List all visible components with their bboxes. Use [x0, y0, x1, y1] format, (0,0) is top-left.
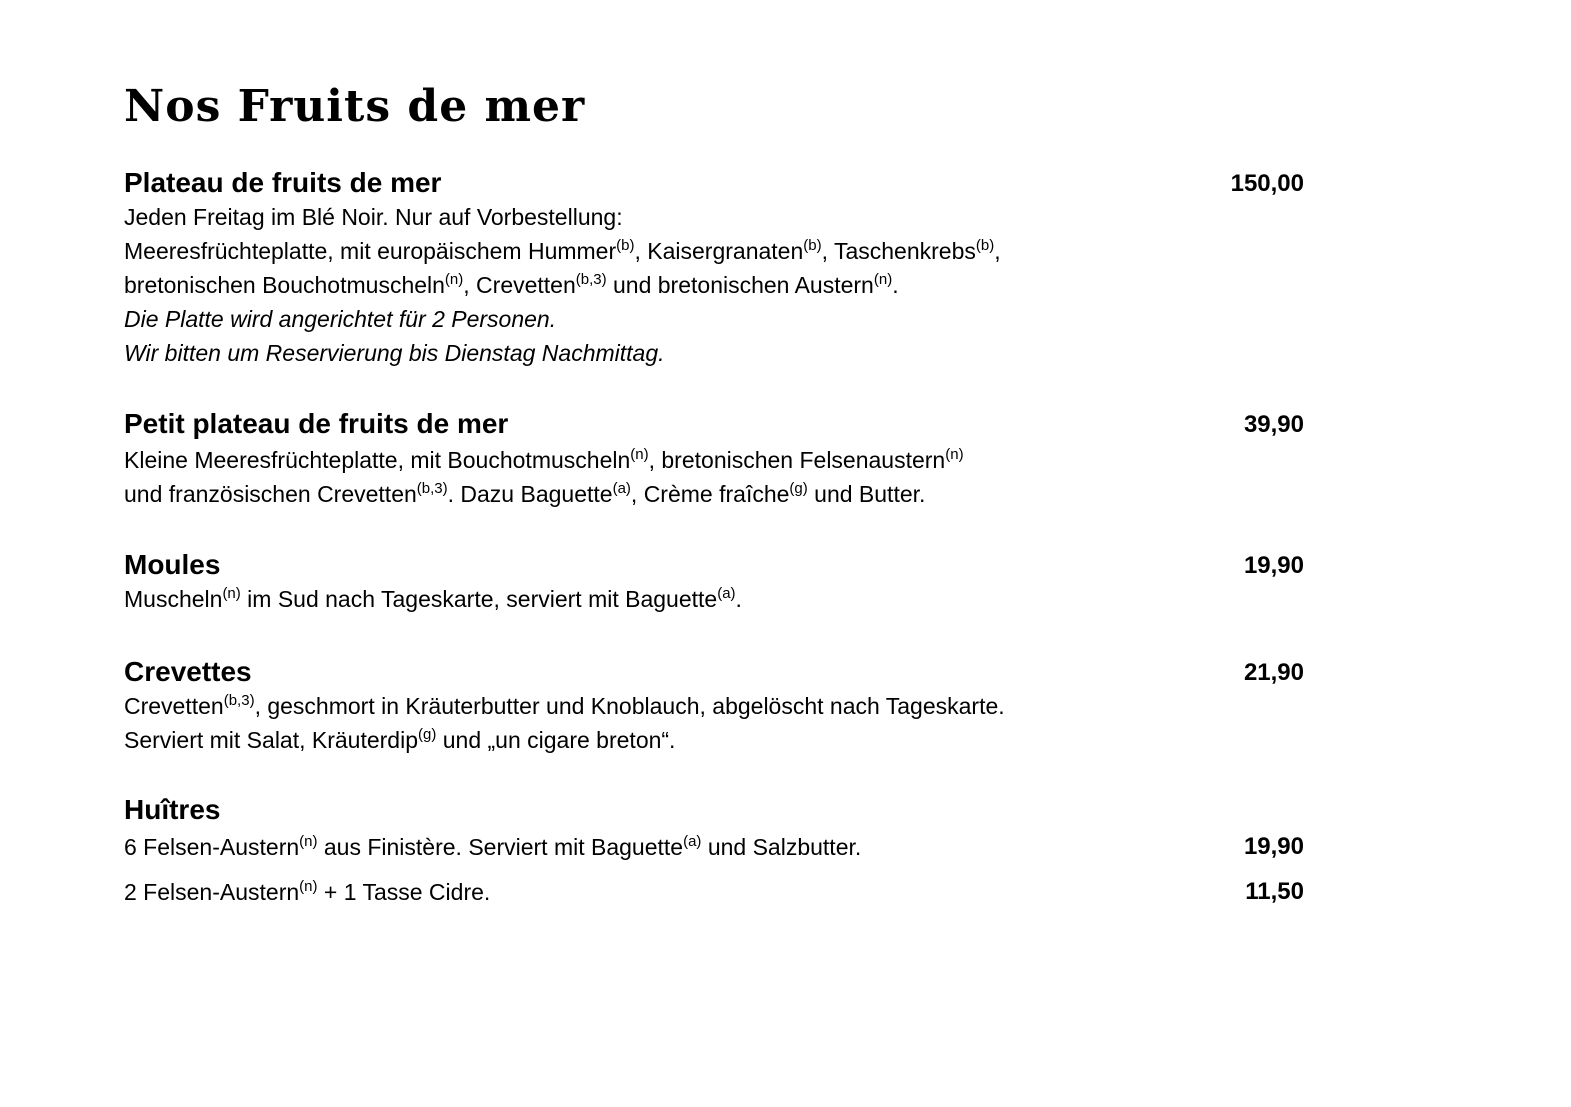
allergen-note: (n): [222, 585, 241, 602]
allergen-note: (n): [299, 833, 318, 850]
allergen-note: (n): [945, 446, 964, 463]
menu-item-name: Huîtres: [124, 794, 221, 825]
description-text: Jeden Freitag im Blé Noir. Nur auf Vorbestellung:: [124, 204, 623, 230]
allergen-note: (a): [717, 585, 736, 602]
menu-item-price: 19,90: [1243, 552, 1304, 579]
menu-item-header: [124, 655, 1304, 689]
menu-item-name: Moules: [124, 549, 221, 580]
menu-item-name: Plateau de fruits de mer: [124, 167, 442, 198]
description-text: + 1 Tasse Cidre.: [317, 879, 491, 905]
menu-item-plateau: [124, 166, 1304, 370]
menu-item-description-line: [124, 477, 1304, 511]
page-title: Nos Fruits de mer: [124, 81, 586, 132]
menu-item-name: Petit plateau de fruits de mer: [124, 408, 509, 439]
menu-item-price: 21,90: [1243, 659, 1304, 686]
description-text: , bretonischen Felsenaustern: [648, 447, 946, 473]
menu-item-description-line: [124, 723, 1304, 757]
menu-item-description-line: [124, 834, 861, 860]
description-text: bretonischen Bouchotmuscheln: [124, 272, 445, 298]
allergen-note: (n): [299, 878, 318, 895]
menu-item-description-line: [124, 443, 1304, 477]
description-text: , Crème fraîche: [630, 481, 790, 507]
description-text: Serviert mit Salat, Kräuterdip: [124, 727, 419, 753]
description-text: , geschmort in Kräuterbutter und Knoblauch, abgelöscht nach Tageskarte.: [254, 693, 1005, 719]
description-text: und französischen Crevetten: [124, 481, 417, 507]
menu-item-header: [124, 548, 1304, 582]
menu-item-description-line: [124, 689, 1304, 723]
menu-item-petit-plateau: [124, 407, 1304, 511]
menu-item-header: [124, 793, 1304, 827]
menu-item-description-line: [124, 268, 1304, 302]
allergen-note: (b,3): [416, 480, 448, 497]
menu-item-description-line: [124, 582, 1304, 616]
allergen-note: (n): [873, 271, 893, 288]
menu-item-description-line: [124, 200, 1304, 234]
description-text: .: [892, 272, 899, 298]
menu-item-description-line: [124, 879, 490, 905]
description-text: 6 Felsen-Austern: [124, 834, 300, 860]
description-text: , Taschenkrebs: [821, 238, 976, 264]
allergen-note: (g): [789, 480, 808, 497]
menu-item-moules: [124, 548, 1304, 616]
description-text: im Sud nach Tageskarte, serviert mit Baguette: [240, 586, 718, 612]
description-text: . Dazu Baguette: [447, 481, 613, 507]
allergen-note: (a): [612, 480, 631, 497]
allergen-note: (g): [418, 726, 437, 743]
description-text: Kleine Meeresfrüchteplatte, mit Bouchotmuscheln: [124, 447, 631, 473]
allergen-note: (b,3): [223, 692, 255, 709]
menu-item-note: [124, 336, 1304, 370]
description-text: Wir bitten um Reservierung bis Dienstag Nachmittag.: [124, 340, 665, 366]
menu-item-huitres: [124, 793, 1304, 909]
description-text: aus Finistère. Serviert mit Baguette: [317, 834, 684, 860]
menu-item-price: 150,00: [1230, 170, 1304, 197]
menu-item-name: Crevettes: [124, 656, 252, 687]
description-text: 2 Felsen-Austern: [124, 879, 300, 905]
menu-item-description-line: [124, 234, 1304, 268]
menu-item-header: [124, 166, 1304, 200]
menu-item-variant-row: [124, 875, 1304, 909]
description-text: Crevetten: [124, 693, 224, 719]
allergen-note: (b): [975, 237, 995, 254]
description-text: und „un cigare breton“.: [436, 727, 676, 753]
menu-item-header: [124, 407, 1304, 441]
description-text: ,: [994, 238, 1001, 264]
allergen-note: (b,3): [575, 271, 607, 288]
description-text: , Crevetten: [463, 272, 576, 298]
menu-item-note: [124, 302, 1304, 336]
description-text: und Salzbutter.: [701, 834, 862, 860]
description-text: Die Platte wird angerichtet für 2 Personen.: [124, 306, 557, 332]
menu-item-crevettes: [124, 655, 1304, 757]
allergen-note: (b): [803, 237, 822, 254]
menu-item-variant-row: [124, 830, 1304, 864]
description-text: Meeresfrüchteplatte, mit europäischem Hummer: [124, 238, 617, 264]
allergen-note: (a): [683, 833, 702, 850]
description-text: , Kaisergranaten: [634, 238, 804, 264]
description-text: und bretonischen Austern: [606, 272, 874, 298]
description-text: und Butter.: [807, 481, 926, 507]
allergen-note: (n): [444, 271, 464, 288]
allergen-note: (b): [616, 237, 635, 254]
description-text: .: [735, 586, 742, 612]
description-text: Muscheln: [124, 586, 223, 612]
menu-item-price: 19,90: [1243, 833, 1304, 860]
menu-item-price: 39,90: [1243, 411, 1304, 438]
allergen-note: (n): [630, 446, 649, 463]
menu-item-price: 11,50: [1245, 878, 1304, 905]
